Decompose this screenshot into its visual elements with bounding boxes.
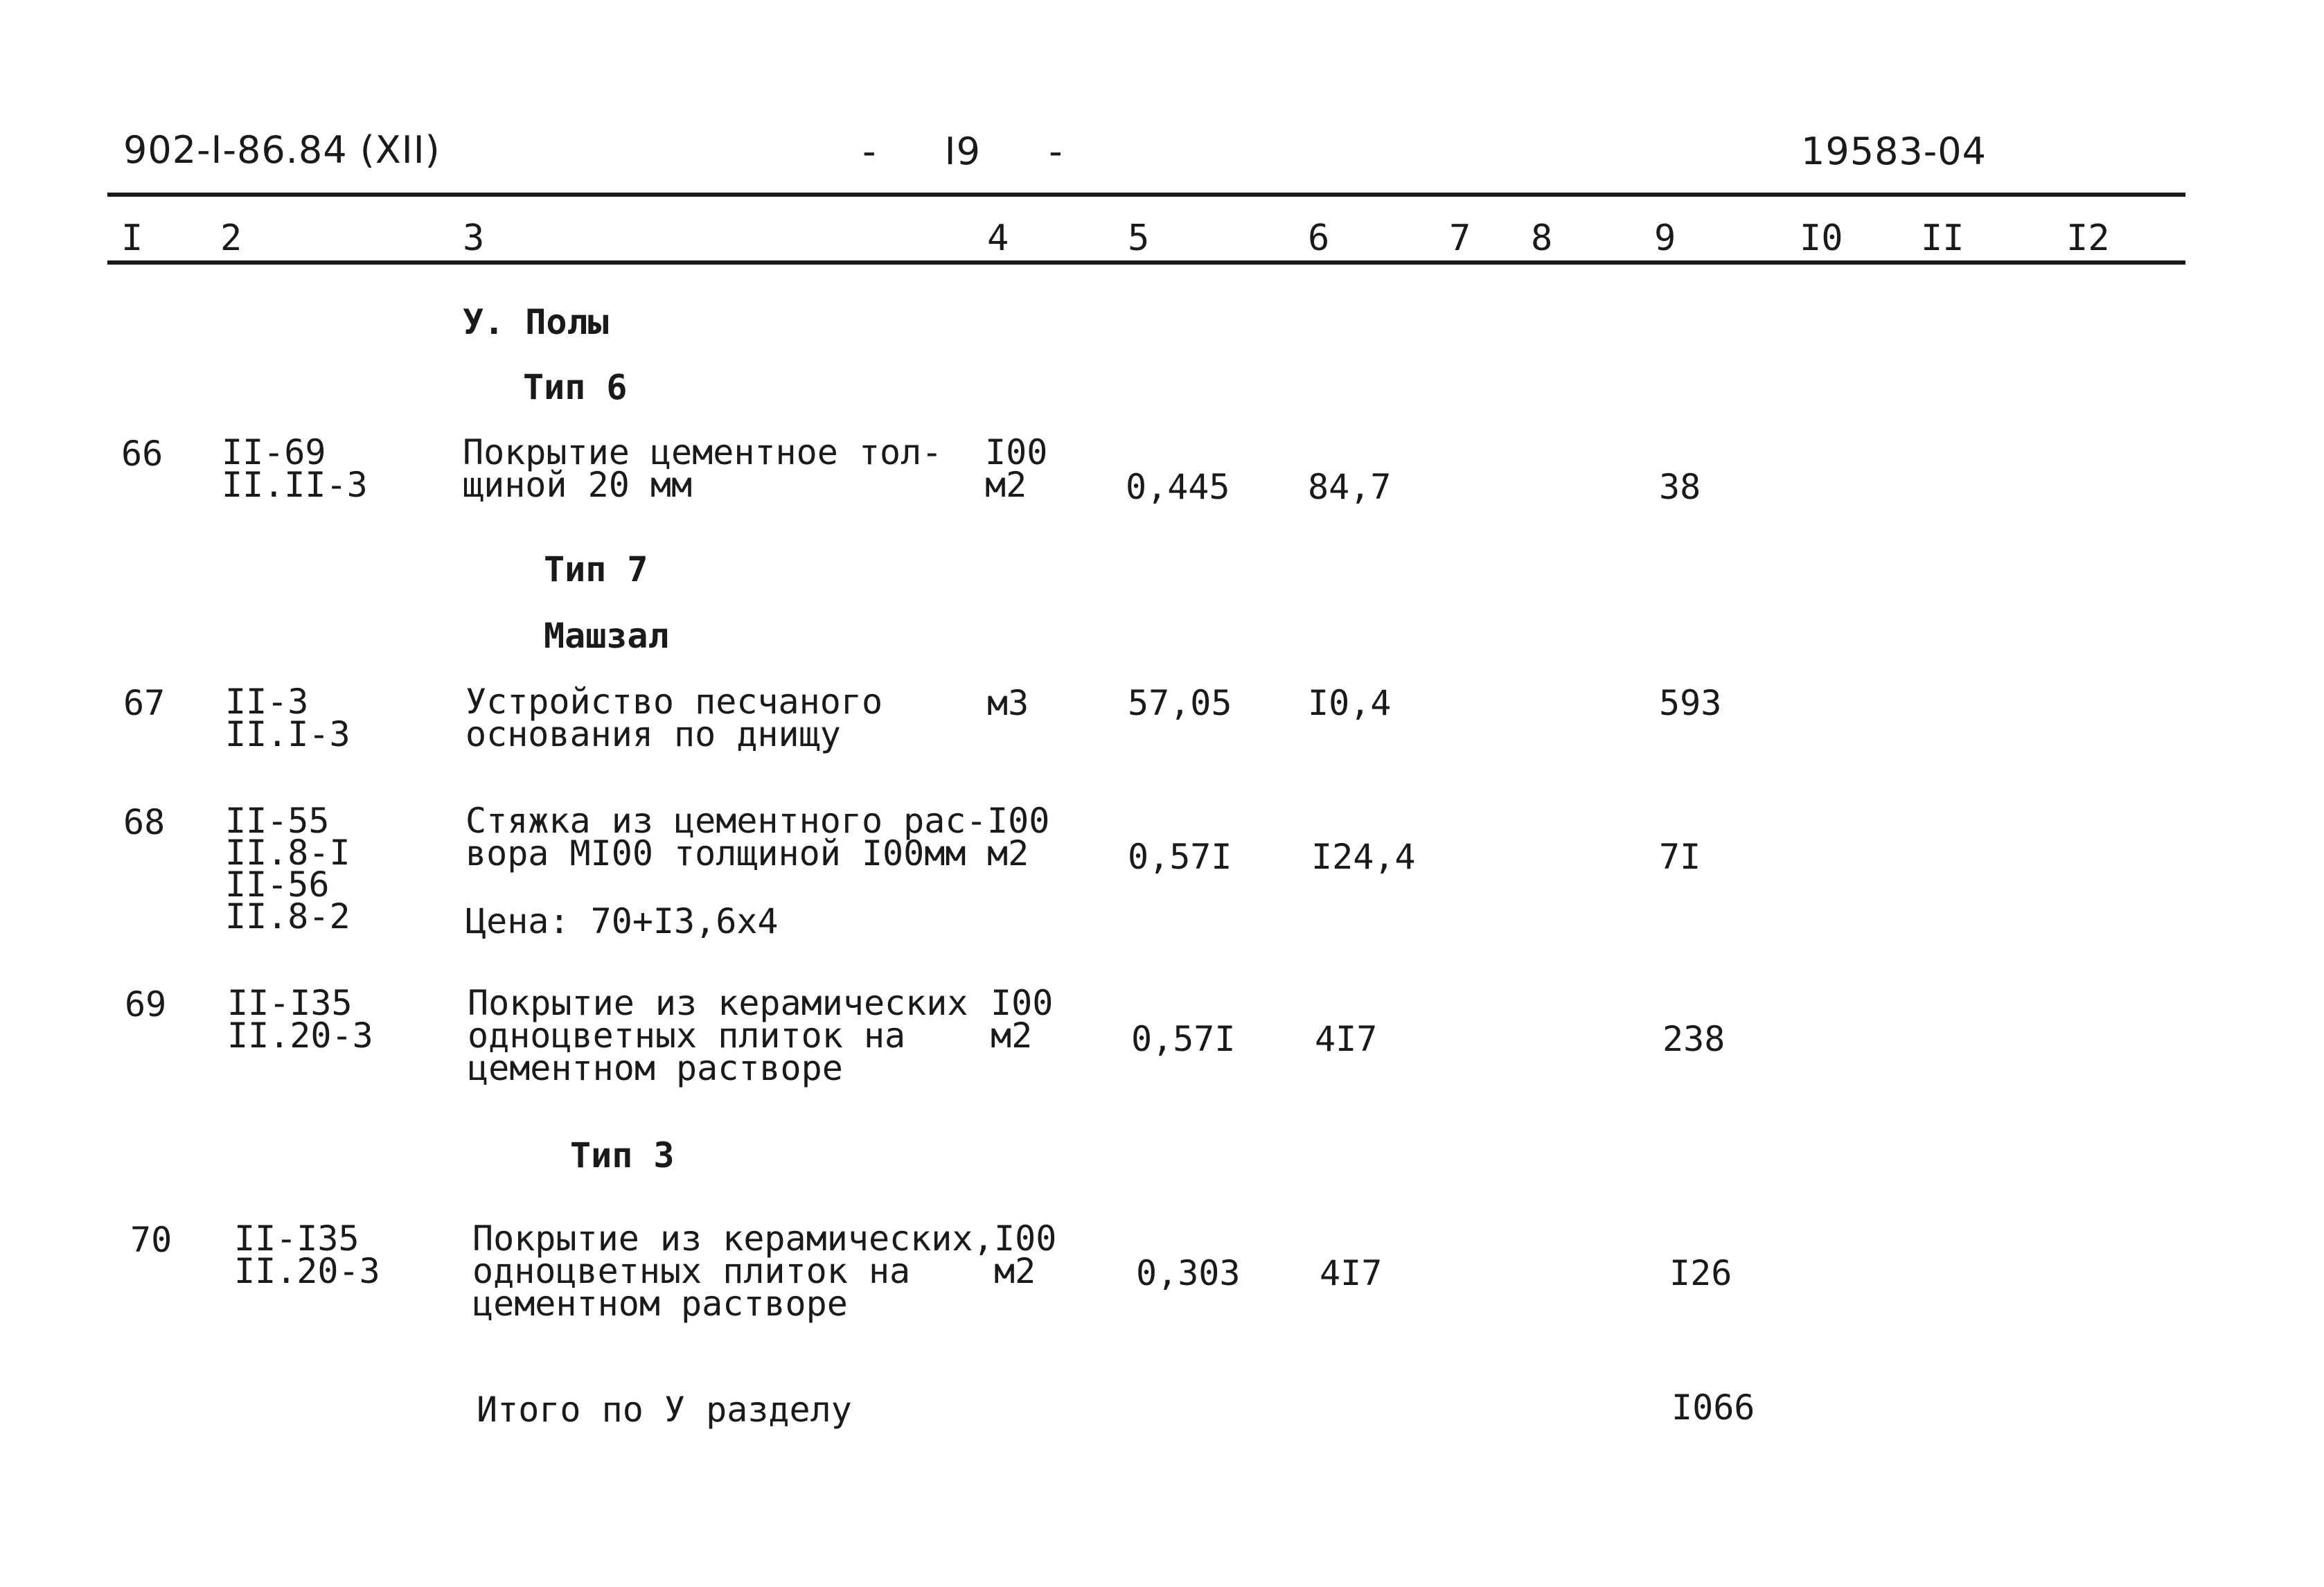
row-69-total: 238 — [1662, 1019, 1726, 1059]
row-68-codes: II-55 II.8-I II-56 II.8-2 — [225, 801, 351, 937]
row-68-total: 7I — [1659, 837, 1701, 877]
row-69-description: Покрытие из керамических одноцветных плиток на цементном растворе — [468, 983, 968, 1088]
column-number-10: I0 — [1800, 218, 1843, 259]
row-70-description: Покрытие из керамических, одноцветных плиток на цементном растворе — [472, 1218, 994, 1324]
row-70-total: I26 — [1669, 1253, 1732, 1293]
row-66-price: 84,7 — [1308, 467, 1392, 507]
row-66-number: 66 — [121, 434, 163, 474]
column-number-9: 9 — [1654, 218, 1676, 259]
row-66-unit: I00 м2 — [985, 432, 1048, 505]
row-70-number: 70 — [130, 1220, 172, 1260]
row-68-number: 68 — [123, 802, 166, 842]
row-67-total: 593 — [1659, 683, 1722, 723]
header-rule-bottom — [107, 260, 2185, 265]
row-67-number: 67 — [123, 683, 166, 723]
column-number-7: 7 — [1449, 218, 1471, 259]
column-number-4: 4 — [987, 218, 1009, 259]
row-70-price: 4I7 — [1320, 1253, 1383, 1293]
row-67-codes: II-3 II.I-3 — [225, 682, 351, 754]
row-69-price: 4I7 — [1315, 1019, 1378, 1059]
document-number: 19583-04 — [1801, 130, 1987, 173]
column-number-2: 2 — [220, 218, 242, 259]
row-68-description: Стяжка из цементного рас- вора MI00 толщиной I00мм — [465, 801, 987, 874]
column-number-8: 8 — [1531, 218, 1553, 259]
page-number: - I9 - — [862, 130, 1063, 173]
column-number-12: I2 — [2066, 218, 2110, 259]
row-68-price: I24,4 — [1311, 837, 1416, 877]
summary-label: Итого по У разделу — [477, 1390, 852, 1430]
column-number-3: 3 — [463, 218, 485, 259]
row-67-price: I0,4 — [1308, 683, 1392, 723]
row-68-quantity: 0,57I — [1128, 837, 1232, 877]
row-69-codes: II-I35 II.20-3 — [227, 983, 373, 1056]
column-number-6: 6 — [1308, 218, 1330, 259]
row-69-unit: I00 м2 — [991, 983, 1054, 1056]
room-label: Машзал — [544, 616, 669, 656]
row-67-quantity: 57,05 — [1128, 683, 1232, 723]
row-67-description: Устройство песчаного основания по днищу — [465, 682, 883, 754]
row-69-number: 69 — [125, 984, 167, 1025]
header-rule-top — [107, 193, 2185, 197]
subsection-type3: Тип 3 — [570, 1135, 675, 1176]
summary-total: I066 — [1671, 1387, 1755, 1428]
row-70-codes: II-I35 II.20-3 — [234, 1218, 380, 1291]
row-70-unit: I00 м2 — [994, 1218, 1057, 1291]
column-number-1: I — [121, 218, 143, 259]
row-66-total: 38 — [1659, 467, 1701, 507]
section-title: У. Полы — [463, 302, 609, 342]
column-number-11: II — [1921, 218, 1964, 259]
row-68-unit: I00 м2 — [987, 801, 1050, 874]
row-69-quantity: 0,57I — [1131, 1019, 1236, 1059]
column-number-5: 5 — [1128, 218, 1150, 259]
row-70-quantity: 0,303 — [1136, 1253, 1241, 1293]
row-67-unit: м3 — [987, 683, 1029, 723]
subsection-type7: Тип 7 — [544, 549, 648, 589]
row-66-quantity: 0,445 — [1126, 467, 1230, 507]
document-code: 902-I-86.84 (XII) — [123, 128, 441, 172]
row-66-codes: II-69 II.II-3 — [222, 432, 368, 505]
row-66-description: Покрытие цементное тол- щиной 20 мм — [463, 432, 943, 505]
row-68-price-note: Цена: 70+I3,6x4 — [465, 901, 779, 941]
subsection-type6: Тип 6 — [523, 367, 628, 407]
